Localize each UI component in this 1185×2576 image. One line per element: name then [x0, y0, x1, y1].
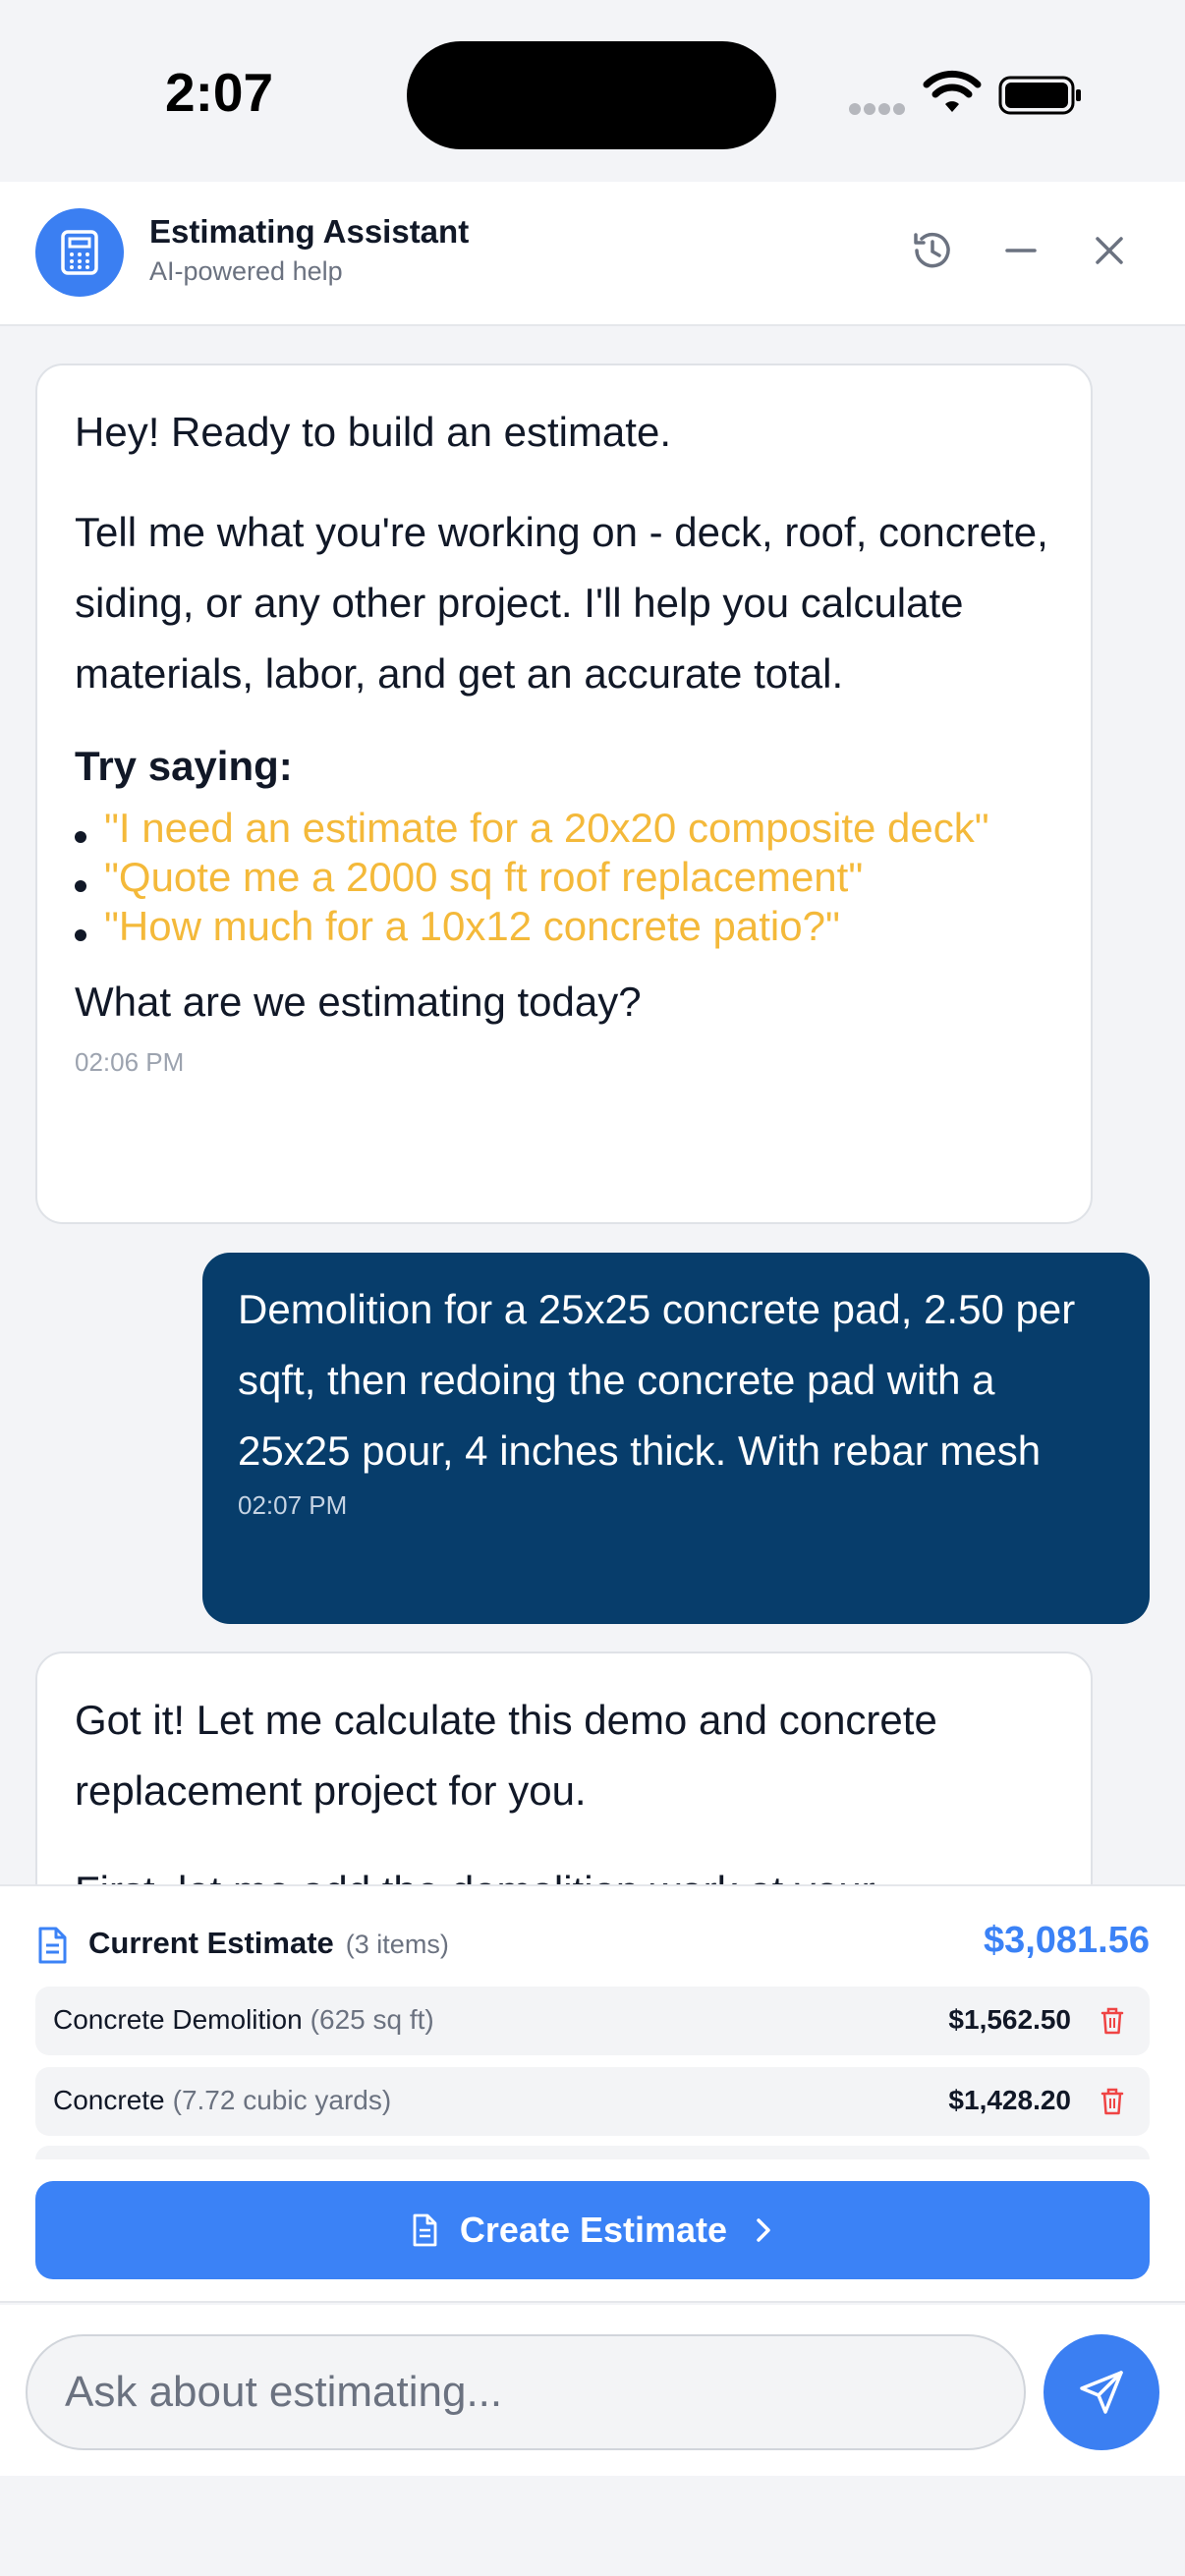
chat-messages[interactable]: [0, 327, 1185, 1884]
estimate-line-item: [35, 1987, 1150, 2055]
header-subtitle: AI-powered help: [149, 256, 343, 286]
trash-icon[interactable]: [1100, 2006, 1124, 2036]
trash-icon[interactable]: [1100, 2087, 1124, 2116]
estimate-title-text: Current Estimate: [88, 1926, 334, 1960]
message-timestamp: 02:07 PM: [238, 1490, 348, 1520]
message-input-bar: [0, 2305, 1185, 2476]
user-message: [202, 1253, 1150, 1624]
estimate-title: [88, 1926, 449, 1961]
line-item-quantity: (625 sq ft): [310, 2004, 434, 2035]
suggestion-list: [75, 806, 1053, 949]
reply-text: Got it! Let me calculate this demo and concrete replacement project for you.: [75, 1697, 937, 1814]
suggestion-item[interactable]: "Quote me a 2000 sq ft roof replacement": [75, 855, 1053, 900]
close-icon: [1092, 233, 1127, 268]
assistant-message: [35, 364, 1093, 1224]
history-button[interactable]: [903, 221, 962, 280]
create-estimate-button[interactable]: [35, 2181, 1150, 2279]
close-button[interactable]: [1080, 221, 1139, 280]
document-icon: [35, 1926, 69, 1965]
history-icon: [911, 229, 954, 272]
suggestion-item[interactable]: "How much for a 10x12 concrete patio?": [75, 904, 1053, 949]
send-icon: [1076, 2367, 1127, 2418]
header-title: Estimating Assistant: [149, 213, 470, 250]
cellular-signal-icon: [849, 102, 908, 118]
chat-header: [0, 182, 1185, 326]
wifi-icon: [922, 73, 983, 116]
minimize-icon: [1001, 231, 1041, 270]
estimate-line-item: [35, 2067, 1150, 2136]
try-saying-heading: Try saying:: [75, 743, 293, 789]
message-greeting: Hey! Ready to build an estimate.: [75, 409, 671, 455]
line-item-price: $1,562.50: [948, 2004, 1071, 2035]
battery-icon: [998, 75, 1083, 116]
estimate-total: $3,081.56: [983, 1920, 1150, 1961]
chevron-right-icon: [753, 2215, 774, 2245]
document-icon: [411, 2212, 438, 2248]
current-estimate-panel: [0, 1884, 1185, 2303]
estimate-line-item-partial: [35, 2146, 1150, 2159]
message-closing: What are we estimating today?: [75, 979, 642, 1025]
line-item-quantity: (7.72 cubic yards): [172, 2085, 392, 2115]
calculator-icon: [35, 208, 124, 297]
estimate-item-count: (3 items): [345, 1930, 449, 1959]
message-input[interactable]: [26, 2334, 1026, 2450]
status-bar: [0, 0, 1185, 182]
message-intro: Tell me what you're working on - deck, roof, concrete, siding, or any other project. I'll help you calculate materials, labor, and get an accurate total.: [75, 509, 1048, 697]
status-time: 2:07: [165, 62, 274, 123]
user-message-text: Demolition for a 25x25 concrete pad, 2.50 per sqft, then redoing the concrete pad with a 25x25 pour, 4 inches thick. With rebar mesh: [238, 1286, 1076, 1474]
suggestion-item[interactable]: "I need an estimate for a 20x20 composite deck": [75, 806, 1053, 851]
line-item-name: Concrete Demolition: [53, 2004, 303, 2035]
minimize-button[interactable]: [991, 221, 1050, 280]
send-button[interactable]: [1044, 2334, 1159, 2450]
line-item-name: Concrete: [53, 2085, 165, 2115]
create-estimate-label: Create Estimate: [459, 2210, 728, 2250]
line-item-price: $1,428.20: [948, 2085, 1071, 2115]
message-timestamp: 02:06 PM: [75, 1047, 185, 1077]
dynamic-island: [407, 41, 776, 149]
